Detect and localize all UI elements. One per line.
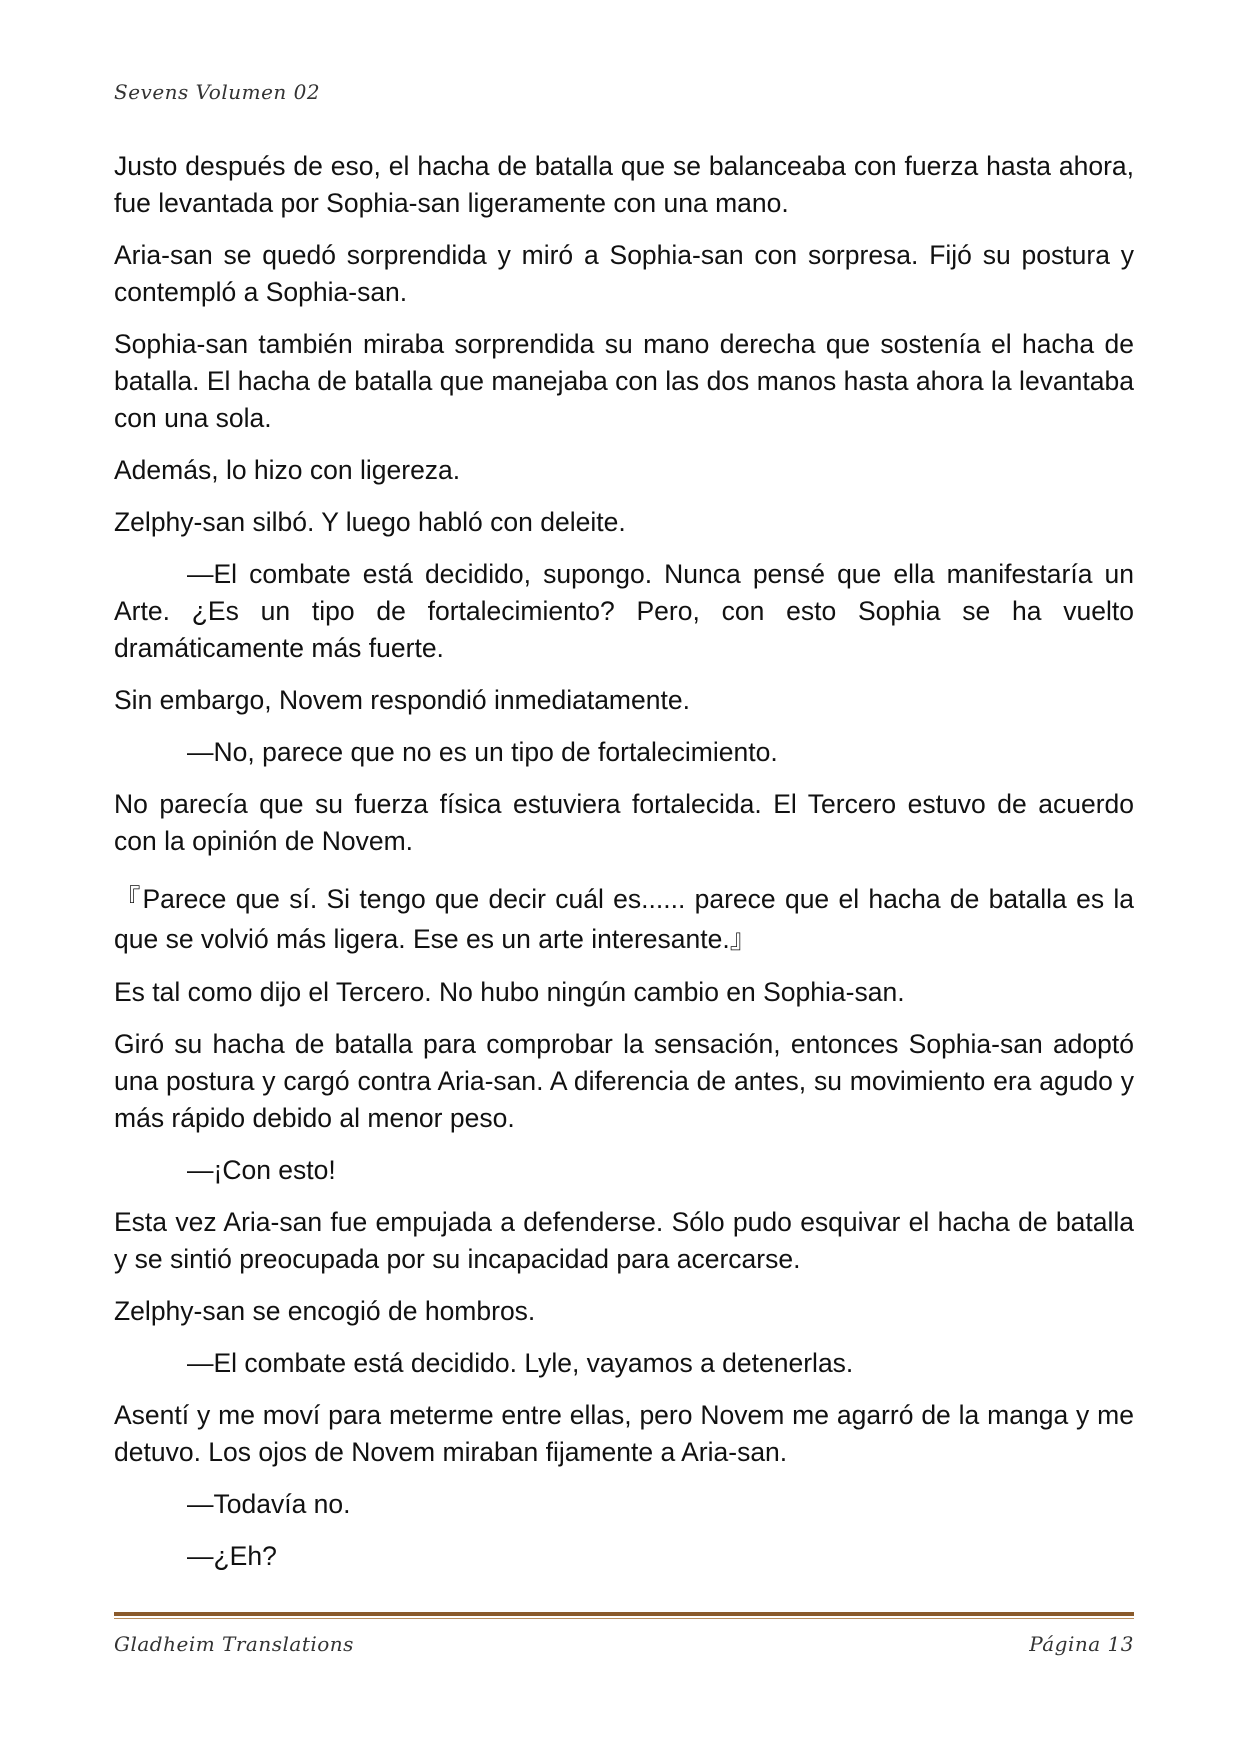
dialogue-paragraph: —¡Con esto! — [187, 1155, 336, 1185]
paragraph: No parecía que su fuerza física estuviera fortalecida. El Tercero estuvo de acuerdo con la opinión de Novem. — [114, 789, 1134, 856]
paragraph: Justo después de eso, el hacha de batalla que se balanceaba con fuerza hasta ahora, fue levantada por Sophia-san ligeramente con una mano. — [114, 151, 1134, 218]
running-header: Sevens Volumen 02 — [114, 80, 321, 104]
paragraph: Sophia-san también miraba sorprendida su mano derecha que sostenía el hacha de batalla. El hacha de batalla que manejaba con las dos manos hasta ahora la levantaba con una sola. — [114, 329, 1134, 433]
paragraph: Zelphy-san se encogió de hombros. — [114, 1296, 536, 1326]
paragraph: Además, lo hizo con ligereza. — [114, 455, 461, 485]
dialogue-paragraph: —El combate está decidido, supongo. Nunca pensé que ella manifestaría un Arte. ¿Es un tipo de fortalecimiento? Pero, con esto Sophia se ha vuelto dramáticamente más fuerte. — [114, 559, 1134, 663]
paragraph: Es tal como dijo el Tercero. No hubo ningún cambio en Sophia-san. — [114, 977, 905, 1007]
paragraph: Giró su hacha de batalla para comprobar la sensación, entonces Sophia-san adoptó una postura y cargó contra Aria-san. A diferencia de antes, su movimiento era agudo y más rápido debido al menor peso. — [114, 1029, 1134, 1133]
paragraph: Asentí y me moví para meterme entre ellas, pero Novem me agarró de la manga y me detuvo. Los ojos de Novem miraban fijamente a Aria-san. — [114, 1400, 1134, 1467]
paragraph: Zelphy-san silbó. Y luego habló con deleite. — [114, 507, 626, 537]
footer-publisher: Gladheim Translations — [114, 1632, 354, 1656]
dialogue-paragraph: —Todavía no. — [187, 1489, 351, 1519]
footer-divider-thick — [114, 1612, 1134, 1616]
dialogue-paragraph: —¿Eh? — [187, 1541, 277, 1571]
footer-divider-thin — [114, 1618, 1134, 1619]
paragraph: Aria-san se quedó sorprendida y miró a Sophia-san con sorpresa. Fijó su postura y contempló a Sophia-san. — [114, 240, 1134, 307]
paragraph: Sin embargo, Novem respondió inmediatamente. — [114, 685, 690, 715]
thought-paragraph: 『Parece que sí. Si tengo que decir cuál es...... parece que el hacha de batalla es la que se volvió más ligera. Ese es un arte interesante.』 — [114, 884, 1134, 954]
page-number: Página 13 — [1029, 1632, 1134, 1656]
dialogue-paragraph: —El combate está decidido. Lyle, vayamos a detenerlas. — [187, 1348, 854, 1378]
paragraph: Esta vez Aria-san fue empujada a defenderse. Sólo pudo esquivar el hacha de batalla y se sintió preocupada por su incapacidad para acercarse. — [114, 1207, 1134, 1274]
dialogue-paragraph: —No, parece que no es un tipo de fortalecimiento. — [187, 737, 778, 767]
running-footer — [114, 1632, 1134, 1656]
page-body — [114, 148, 1134, 1590]
